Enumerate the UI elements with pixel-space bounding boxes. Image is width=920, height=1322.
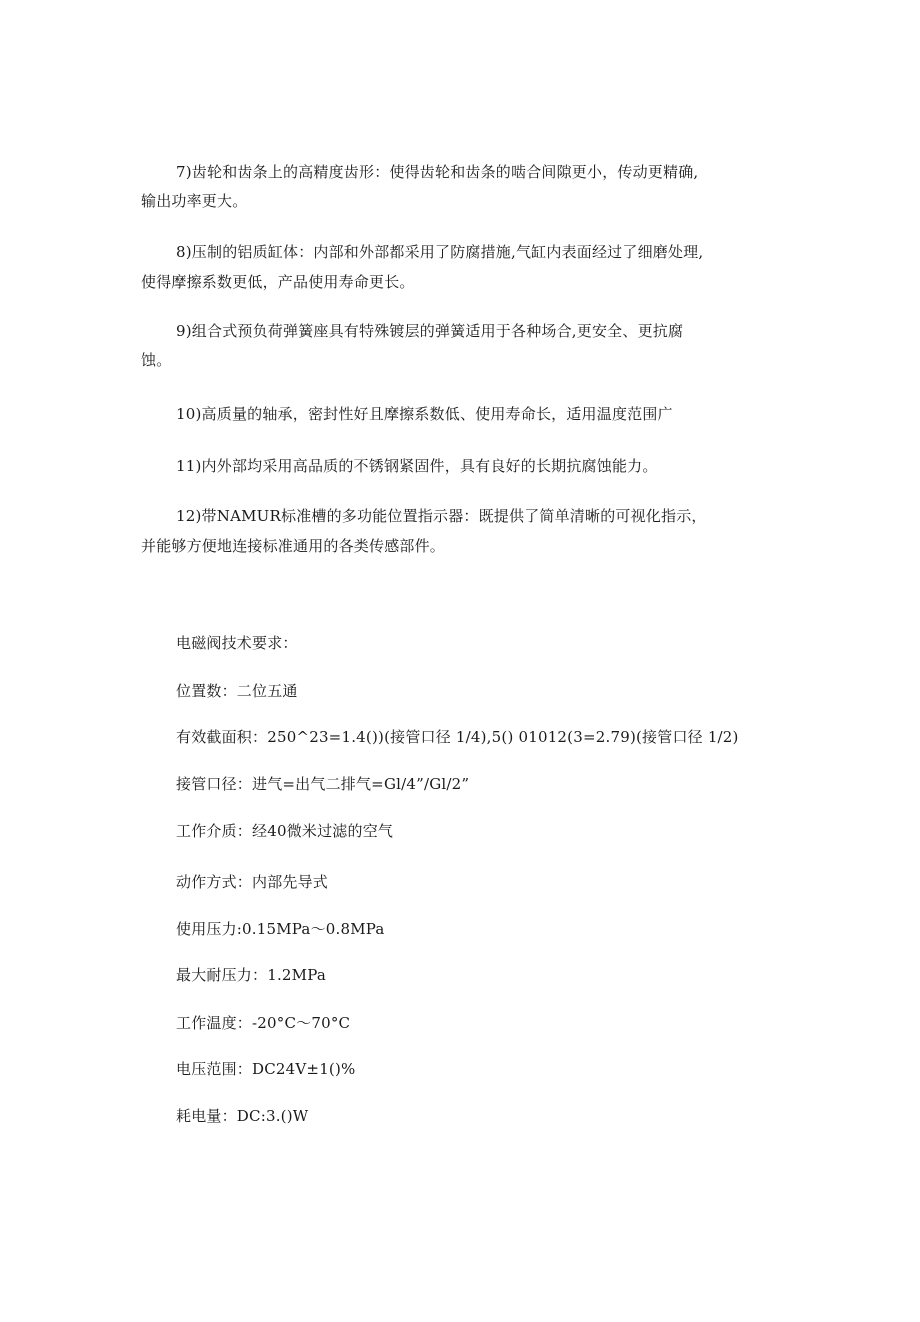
- spec-working-medium: 工作介质：经40微米过滤的空气: [176, 822, 394, 840]
- solenoid-heading: 电磁阀技术要求：: [176, 634, 298, 652]
- spec-working-pressure: 使用压力:0.15MPa～0.8MPa: [176, 920, 385, 938]
- feature-8-line-1: 8)压制的铝质缸体：内部和外部都采用了防腐措施,气缸内表面经过了细磨处理,: [176, 243, 704, 261]
- spec-action-mode: 动作方式：内部先导式: [176, 873, 329, 891]
- feature-7-line-1: 7)齿轮和齿条上的高精度齿形：使得齿轮和齿条的啮合间隙更小，传动更精确,: [176, 163, 699, 181]
- spec-working-temperature: 工作温度：-20°C～70°C: [176, 1014, 351, 1032]
- feature-9-line-2: 蚀。: [141, 351, 172, 369]
- spec-position-count: 位置数：二位五通: [176, 682, 298, 700]
- spec-voltage-range: 电压范围：DC24V±1()%: [176, 1060, 356, 1078]
- feature-9-line-1: 9)组合式预负荷弹簧座具有特殊镀层的弹簧适用于各种场合,更安全、更抗腐: [176, 322, 684, 340]
- spec-max-pressure: 最大耐压力：1.2MPa: [176, 966, 326, 984]
- feature-12-line-2: 并能够方便地连接标准通用的各类传感部件。: [141, 537, 446, 555]
- spec-pipe-diameter: 接管口径：进气=出气二排气=Gl/4”/Gl/2”: [176, 775, 470, 793]
- feature-7-line-2: 输出功率更大。: [141, 192, 248, 210]
- feature-10-line: 10)高质量的轴承，密封性好且摩擦系数低、使用寿命长，适用温度范围广: [176, 405, 673, 423]
- feature-8-line-2: 使得摩擦系数更低，产品使用寿命更长。: [141, 273, 415, 291]
- feature-12-line-1: 12)带NAMUR标准槽的多功能位置指示器：既提供了简单清晰的可视化指示，: [176, 507, 707, 525]
- spec-power-consumption: 耗电量：DC:3.()W: [176, 1107, 309, 1125]
- feature-11-line: 11)内外部均采用高品质的不锈钢紧固件，具有良好的长期抗腐蚀能力。: [176, 457, 658, 475]
- spec-effective-area: 有效截面积：250^23=1.4())(接管口径 1/4),5() 01012(3=2.79)(接管口径 1/2): [176, 728, 739, 746]
